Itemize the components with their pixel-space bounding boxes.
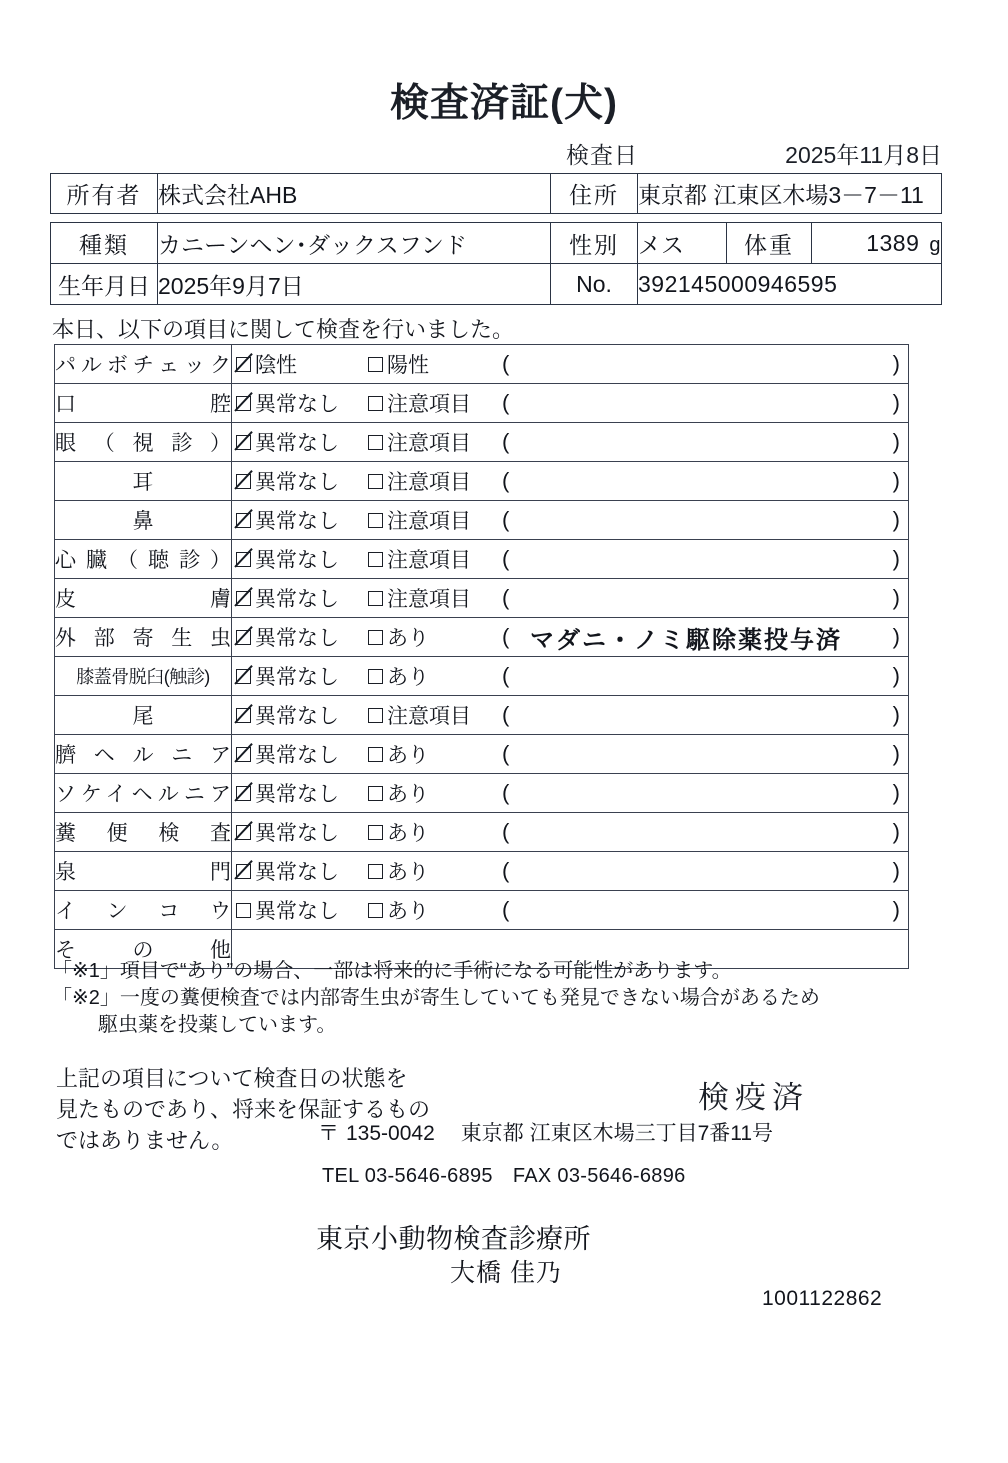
veterinarian-name: 大橋 佳乃 [450, 1259, 562, 1287]
left-paren: ( [502, 819, 510, 844]
animal-table [50, 222, 942, 305]
checkbox-option-a[interactable] [232, 895, 368, 925]
checkbox-option-b[interactable] [368, 739, 496, 769]
left-paren: ( [502, 741, 510, 766]
disclaimer-line-2: 見たものであり、将来を保証するもの [56, 1097, 431, 1123]
right-paren: ) [892, 780, 900, 805]
checklist-row [55, 345, 909, 384]
checkbox-checked-icon[interactable] [236, 708, 251, 723]
remark-field[interactable] [496, 546, 908, 572]
remark-field[interactable] [496, 620, 908, 655]
checkbox-option-b[interactable] [368, 349, 496, 379]
weight-label: 体重 [727, 223, 812, 264]
checkbox-option-b[interactable] [368, 895, 496, 925]
checkbox-option-label: 異常なし [255, 549, 339, 572]
footnote-2-continued: 駆虫薬を投薬しています。 [98, 1014, 337, 1036]
checklist-row [55, 579, 909, 618]
checkbox-option-a[interactable] [232, 544, 368, 574]
inspection-checklist [54, 344, 909, 969]
checklist-item-label: 泉 門 [55, 852, 232, 891]
checklist-item-label: 眼（視診） [55, 423, 232, 462]
checkbox-icon[interactable] [368, 747, 383, 762]
checkbox-option-label: 異常なし [255, 627, 339, 650]
exam-date-value: 2025年11月8日 [785, 142, 942, 168]
checkbox-option-label: 異常なし [255, 393, 339, 416]
checkbox-option-a[interactable] [232, 349, 368, 379]
footnote-1: 「※1」項目で“あり”の場合、一部は将来的に手術になる可能性があります。 [52, 960, 732, 982]
left-paren: ( [502, 702, 510, 727]
checklist-item-label: そ の 他 [55, 930, 232, 969]
left-paren: ( [502, 351, 510, 376]
exam-date-row [566, 140, 942, 170]
checkbox-option-b[interactable] [368, 856, 496, 886]
checkbox-option-label: 注意項目 [387, 549, 471, 572]
remark-field[interactable] [496, 897, 908, 923]
intro-text: 本日、以下の項目に関して検査を行いました。 [52, 317, 515, 342]
checkbox-icon[interactable] [368, 864, 383, 879]
remark-field[interactable] [496, 507, 908, 533]
address-label: 住所 [551, 174, 638, 214]
weight-value-cell [812, 223, 942, 264]
checklist-item-options [232, 618, 909, 657]
checkbox-option-b[interactable] [368, 388, 496, 418]
microchip-label: No. [551, 264, 638, 305]
left-paren: ( [502, 429, 510, 454]
table-row [51, 174, 942, 214]
checkbox-icon[interactable] [368, 552, 383, 567]
checkbox-option-label: 陽性 [387, 354, 429, 377]
weight-value: 1389 [866, 229, 920, 256]
checkbox-option-b[interactable] [368, 817, 496, 847]
right-paren: ) [892, 702, 900, 727]
disclaimer-line-3: ではありません。 [56, 1128, 234, 1154]
checklist-row [55, 813, 909, 852]
exam-date-label: 検査日 [566, 142, 638, 168]
checklist-item-options [232, 384, 909, 423]
checklist-item-label: 心臓（聴診） [55, 540, 232, 579]
checkbox-checked-icon[interactable] [236, 786, 251, 801]
checkbox-option-label: 注意項目 [387, 471, 471, 494]
checkbox-option-a[interactable] [232, 700, 368, 730]
right-paren: ) [892, 858, 900, 883]
postal-mark-icon: 〒 [318, 1122, 339, 1145]
checklist-item-options [232, 774, 909, 813]
sex-value: メス [638, 223, 727, 264]
checkbox-option-b[interactable] [368, 700, 496, 730]
right-paren: ) [892, 351, 900, 376]
checklist-item-label: 耳 [55, 462, 232, 501]
remark-field[interactable] [496, 858, 908, 884]
birth-label: 生年月日 [51, 264, 158, 305]
checkbox-option-a[interactable] [232, 817, 368, 847]
left-paren: ( [502, 663, 510, 688]
right-paren: ) [892, 663, 900, 688]
checkbox-option-label: あり [387, 822, 429, 845]
checklist-item-label: 尾 [55, 696, 232, 735]
checkbox-option-b[interactable] [368, 466, 496, 496]
checkbox-option-a[interactable] [232, 661, 368, 691]
remark-field[interactable] [496, 663, 908, 689]
right-paren: ) [892, 897, 900, 922]
address-value: 東京都 江東区木場3－7－11 [638, 174, 942, 214]
checkbox-option-label: 注意項目 [387, 510, 471, 533]
checklist-item-options [232, 345, 909, 384]
checklist-row [55, 891, 909, 930]
remark-field[interactable] [496, 702, 908, 728]
checkbox-option-a[interactable] [232, 583, 368, 613]
checklist-item-options [232, 891, 909, 930]
left-paren: ( [502, 585, 510, 610]
left-paren: ( [502, 624, 510, 649]
checkbox-option-label: あり [387, 861, 429, 884]
sex-label: 性別 [551, 223, 638, 264]
right-paren: ) [892, 546, 900, 571]
checklist-item-label: 臍ヘルニア [55, 735, 232, 774]
checkbox-option-label: 異常なし [255, 705, 339, 728]
checklist-row [55, 735, 909, 774]
checkbox-option-label: 注意項目 [387, 393, 471, 416]
owner-value: 株式会社AHB [158, 174, 551, 214]
checkbox-icon[interactable] [368, 825, 383, 840]
checklist-item-label: パルボチェック [55, 345, 232, 384]
left-paren: ( [502, 858, 510, 883]
disclaimer-line-1: 上記の項目について検査日の状態を [56, 1066, 408, 1091]
checkbox-option-label: 異常なし [255, 588, 339, 611]
page-title: 検査済証(犬) [390, 82, 618, 125]
remark-field[interactable] [496, 819, 908, 845]
remark-field[interactable] [496, 780, 908, 806]
checkbox-option-label: 異常なし [255, 510, 339, 533]
checklist-item-label: 膝蓋骨脱臼(触診) [55, 657, 232, 696]
checkbox-checked-icon[interactable] [236, 357, 251, 372]
checkbox-checked-icon[interactable] [236, 591, 251, 606]
checkbox-option-b[interactable] [368, 544, 496, 574]
left-paren: ( [502, 507, 510, 532]
checkbox-option-a[interactable] [232, 427, 368, 457]
checkbox-checked-icon[interactable] [236, 630, 251, 645]
remark-field[interactable] [496, 741, 908, 767]
remark-field[interactable] [496, 468, 908, 494]
microchip-value: 392145000946595 [638, 264, 942, 305]
checkbox-option-a[interactable] [232, 466, 368, 496]
checklist-row [55, 696, 909, 735]
checkbox-option-label: 陰性 [255, 354, 297, 377]
checkbox-option-label: あり [387, 744, 429, 767]
checkbox-checked-icon[interactable] [236, 435, 251, 450]
checkbox-icon[interactable] [236, 903, 251, 918]
clinic-fax: FAX 03-5646-6896 [512, 1165, 686, 1187]
checkbox-option-label: 異常なし [255, 666, 339, 689]
checkbox-icon[interactable] [368, 669, 383, 684]
checklist-item-options [232, 735, 909, 774]
checkbox-checked-icon[interactable] [236, 864, 251, 879]
checklist-item-options [232, 462, 909, 501]
remark-field[interactable] [496, 351, 908, 377]
checkbox-icon[interactable] [368, 435, 383, 450]
checklist-item-options [232, 813, 909, 852]
checkbox-icon[interactable] [368, 474, 383, 489]
checkbox-checked-icon[interactable] [236, 669, 251, 684]
checklist-item-label: 糞便検査 [55, 813, 232, 852]
checkbox-option-b[interactable] [368, 778, 496, 808]
checkbox-icon[interactable] [368, 708, 383, 723]
checkbox-checked-icon[interactable] [236, 396, 251, 411]
owner-label: 所有者 [51, 174, 158, 214]
checkbox-option-label: 異常なし [255, 900, 339, 923]
clinic-name: 東京小動物検査診療所 [316, 1224, 591, 1254]
clinic-zip: 135-0042 [346, 1122, 435, 1145]
checkbox-option-a[interactable] [232, 505, 368, 535]
weight-unit: g [929, 233, 941, 256]
checkbox-icon[interactable] [368, 630, 383, 645]
checkbox-option-b[interactable] [368, 622, 496, 652]
checklist-row [55, 462, 909, 501]
left-paren: ( [502, 780, 510, 805]
checkbox-option-b[interactable] [368, 505, 496, 535]
checklist-row [55, 852, 909, 891]
remark-text: マダニ・ノミ駆除薬投与済 [530, 626, 842, 654]
checklist-row [55, 501, 909, 540]
footnotes [52, 958, 952, 1039]
right-paren: ) [892, 624, 900, 649]
checkbox-icon[interactable] [368, 591, 383, 606]
checkbox-option-label: 注意項目 [387, 705, 471, 728]
right-paren: ) [892, 390, 900, 415]
checkbox-option-a[interactable] [232, 622, 368, 652]
left-paren: ( [502, 468, 510, 493]
clinic-address [318, 1117, 773, 1147]
checkbox-checked-icon[interactable] [236, 825, 251, 840]
checklist-item-options [232, 579, 909, 618]
checklist-row [55, 774, 909, 813]
checkbox-option-label: 異常なし [255, 822, 339, 845]
owner-table [50, 173, 942, 214]
right-paren: ) [892, 429, 900, 454]
table-row [51, 223, 942, 264]
quarantine-stamp: 検疫済 [698, 1080, 809, 1115]
checklist-item-label: インコウ [55, 891, 232, 930]
checklist-row [55, 423, 909, 462]
checkbox-icon[interactable] [368, 396, 383, 411]
checklist-item-options [232, 540, 909, 579]
checkbox-option-label: 注意項目 [387, 588, 471, 611]
checkbox-option-a[interactable] [232, 856, 368, 886]
checklist-row [55, 657, 909, 696]
checkbox-option-label: あり [387, 666, 429, 689]
checkbox-icon[interactable] [368, 513, 383, 528]
checkbox-option-label: 異常なし [255, 471, 339, 494]
remark-field[interactable] [496, 429, 908, 455]
right-paren: ) [892, 585, 900, 610]
table-row [51, 264, 942, 305]
left-paren: ( [502, 897, 510, 922]
checklist-item-label: ソケイヘルニア [55, 774, 232, 813]
checklist-row [55, 540, 909, 579]
checkbox-option-a[interactable] [232, 739, 368, 769]
checklist-item-options [232, 852, 909, 891]
checkbox-option-label: あり [387, 900, 429, 923]
checkbox-checked-icon[interactable] [236, 552, 251, 567]
checklist-item-options [232, 657, 909, 696]
checklist-item-options [232, 501, 909, 540]
left-paren: ( [502, 546, 510, 571]
checklist-item-label: 鼻 [55, 501, 232, 540]
checkbox-option-b[interactable] [368, 427, 496, 457]
checkbox-option-label: 異常なし [255, 744, 339, 767]
checkbox-option-label: 異常なし [255, 861, 339, 884]
clinic-address-text: 東京都 江東区木場三丁目7番11号 [460, 1122, 774, 1145]
right-paren: ) [892, 468, 900, 493]
birth-value: 2025年9月7日 [158, 264, 551, 305]
checklist-item-label: 口 腔 [55, 384, 232, 423]
checkbox-option-label: 注意項目 [387, 432, 471, 455]
reference-number: 1001122862 [762, 1287, 883, 1310]
left-paren: ( [502, 390, 510, 415]
footnote-2: 「※2」一度の糞便検査では内部寄生虫が寄生していても発見できない場合があるため [52, 987, 820, 1009]
checkbox-option-label: 異常なし [255, 783, 339, 806]
checkbox-option-label: あり [387, 627, 429, 650]
checkbox-option-label: あり [387, 783, 429, 806]
remark-field[interactable] [496, 585, 908, 611]
checkbox-option-b[interactable] [368, 661, 496, 691]
clinic-tel: TEL 03-5646-6895 [322, 1165, 493, 1187]
right-paren: ) [892, 819, 900, 844]
checkbox-checked-icon[interactable] [236, 747, 251, 762]
checklist-item-options [232, 696, 909, 735]
checkbox-option-b[interactable] [368, 583, 496, 613]
checkbox-checked-icon[interactable] [236, 513, 251, 528]
checkbox-option-label: 異常なし [255, 432, 339, 455]
checkbox-checked-icon[interactable] [236, 474, 251, 489]
checklist-body [55, 345, 909, 969]
remark-field[interactable] [496, 390, 908, 416]
checkbox-icon[interactable] [368, 786, 383, 801]
checklist-item-label: 外部寄生虫 [55, 618, 232, 657]
checklist-row [55, 618, 909, 657]
checklist-item-label: 皮 膚 [55, 579, 232, 618]
checkbox-icon[interactable] [368, 357, 383, 372]
checkbox-option-a[interactable] [232, 388, 368, 418]
breed-value: カニーンヘン･ダックスフンド [158, 223, 551, 264]
right-paren: ) [892, 507, 900, 532]
breed-label: 種類 [51, 223, 158, 264]
right-paren: ) [892, 741, 900, 766]
checkbox-option-a[interactable] [232, 778, 368, 808]
clinic-contact [322, 1165, 686, 1188]
checkbox-icon[interactable] [368, 903, 383, 918]
checklist-item-options [232, 423, 909, 462]
checklist-row [55, 384, 909, 423]
